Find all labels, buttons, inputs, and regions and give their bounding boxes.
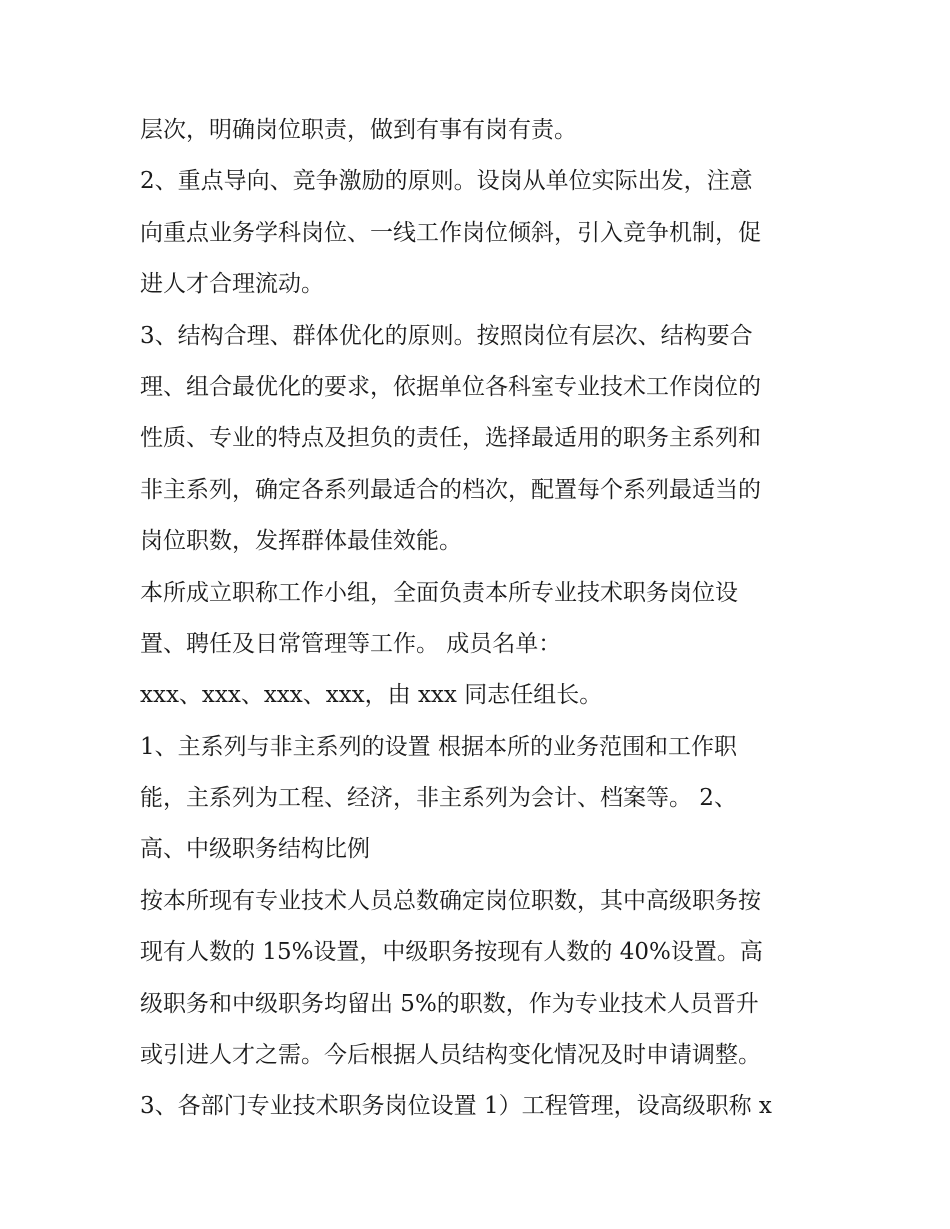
text-line-14: 能，主系列为工程、经济，非主系列为会计、档案等。 2、 (140, 785, 737, 812)
text-line-9: 岗位职数，发挥群体最佳效能。 (140, 528, 462, 555)
text-line-1: 层次，明确岗位职责，做到有事有岗有责。 (140, 117, 577, 143)
text-line-16: 按本所现有专业技术人员总数确定岗位职数，其中高级职务按 (140, 887, 761, 914)
text-line-18: 级职务和中级职务均留出 5%的职数，作为专业技术人员晋升 (140, 990, 759, 1017)
text-line-2: 2、重点导向、竞争激励的原则。设岗从单位实际出发，注意 (140, 168, 753, 195)
text-line-12: xxx、xxx、xxx、xxx，由 xxx 同志任组长。 (140, 682, 603, 709)
text-line-5: 3、结构合理、群体优化的原则。按照岗位有层次、结构要合 (140, 322, 753, 349)
text-line-10: 本所成立职称工作小组，全面负责本所专业技术职务岗位设 (140, 579, 738, 606)
document-body (140, 108, 820, 1136)
text-line-8: 非主系列，确定各系列最适合的档次，配置每个系列最适当的 (140, 476, 761, 503)
text-line-17: 现有人数的 15%设置，中级职务按现有人数的 40%设置。高 (140, 939, 763, 966)
text-line-7: 性质、专业的特点及担负的责任，选择最适用的职务主系列和 (140, 425, 761, 452)
text-line-4: 进人才合理流动。 (140, 271, 324, 298)
text-line-11: 置、聘任及日常管理等工作。 成员名单： (140, 630, 562, 657)
text-line-19: 或引进人才之需。今后根据人员结构变化情况及时申请调整。 (140, 1042, 761, 1069)
text-line-15: 高、中级职务结构比例 (140, 836, 370, 863)
text-line-13: 1、主系列与非主系列的设置 根据本所的业务范围和工作职 (140, 733, 737, 760)
text-line-20: 3、各部门专业技术职务岗位设置 1）工程管理，设高级职称 x (140, 1093, 772, 1120)
text-line-6: 理、组合最优化的要求，依据单位各科室专业技术工作岗位的 (140, 373, 761, 400)
text-line-3: 向重点业务学科岗位、一线工作岗位倾斜，引入竞争机制，促 (140, 219, 761, 246)
